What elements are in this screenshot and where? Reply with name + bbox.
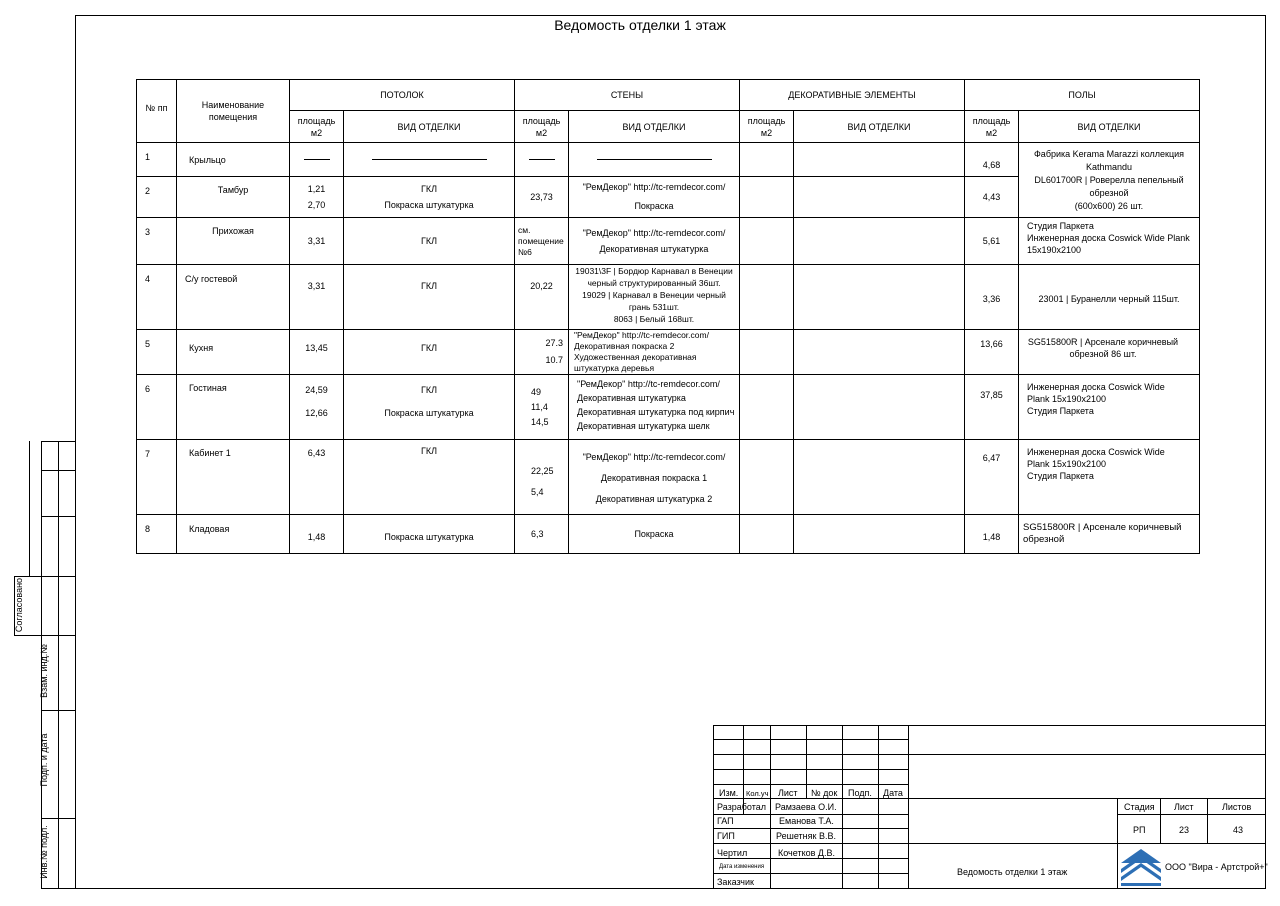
header-ceiling: ПОТОЛОК bbox=[290, 80, 515, 111]
walls-finish: Покраска bbox=[569, 515, 740, 554]
walls-area: 23,73 bbox=[515, 177, 569, 218]
finish-schedule-table bbox=[136, 79, 1200, 554]
walls-area: см. помещение №6 bbox=[515, 218, 569, 265]
stage-value: РП bbox=[1133, 825, 1146, 835]
ceiling-finish: ГКЛ bbox=[344, 440, 515, 515]
row-num: 7 bbox=[137, 440, 177, 515]
col-ndok: № док bbox=[811, 788, 838, 798]
floor-area: 4,43 bbox=[965, 177, 1019, 218]
walls-finish: "РемДекор" http://tc-remdecor.com/ Декоративная покраска 2 Художественная декоративная штукатурка деревья bbox=[569, 330, 740, 375]
floor-finish: Инженерная доска Coswick Wide Plank 15х190х2100 Студия Паркета bbox=[1019, 375, 1200, 440]
walls-finish: "РемДекор" http://tc-remdecor.com/ Декоративная покраска 1 Декоративная штукатурка 2 bbox=[569, 440, 740, 515]
room-name: Кладовая bbox=[177, 515, 290, 554]
walls-area: 20,22 bbox=[515, 265, 569, 330]
col-list: Лист bbox=[778, 788, 798, 798]
header-num: № пп bbox=[137, 80, 177, 143]
role-person: Еманова Т.А. bbox=[779, 816, 834, 826]
sheets-label: Листов bbox=[1222, 802, 1252, 812]
ceiling-area: 1,48 bbox=[290, 515, 344, 554]
col-izm: Изм. bbox=[719, 788, 739, 798]
ceiling-finish: ГКЛ Покраска штукатурка bbox=[344, 177, 515, 218]
walls-area: 27.3 10.7 bbox=[515, 330, 569, 375]
sheets-value: 43 bbox=[1233, 825, 1244, 835]
col-podp: Подп. bbox=[848, 788, 872, 798]
walls-area: 6,3 bbox=[515, 515, 569, 554]
ceiling-finish: ГКЛ bbox=[344, 265, 515, 330]
header-walls: СТЕНЫ bbox=[515, 80, 740, 111]
decor-finish bbox=[794, 265, 965, 330]
room-name: Кабинет 1 bbox=[177, 440, 290, 515]
row-num: 1 bbox=[137, 143, 177, 177]
floor-area: 6,47 bbox=[965, 440, 1019, 515]
decor-finish bbox=[794, 440, 965, 515]
ceiling-area: 3,31 bbox=[290, 218, 344, 265]
decor-finish bbox=[794, 143, 965, 177]
header-area: площадь м2 bbox=[290, 111, 344, 143]
company-logo-icon bbox=[1119, 847, 1163, 887]
walls-finish bbox=[569, 143, 740, 177]
decor-finish bbox=[794, 330, 965, 375]
role-label: ГАП bbox=[717, 816, 734, 826]
row-num: 6 bbox=[137, 375, 177, 440]
decor-area bbox=[740, 330, 794, 375]
decor-area bbox=[740, 440, 794, 515]
vzam-label: Взам. инд.№ bbox=[39, 644, 49, 698]
floor-area: 3,36 bbox=[965, 265, 1019, 330]
ceiling-finish: ГКЛ bbox=[344, 218, 515, 265]
ceiling-area: 1,21 2,70 bbox=[290, 177, 344, 218]
podp-label: Подп. и дата bbox=[39, 733, 49, 787]
room-name: Крыльцо bbox=[177, 143, 290, 177]
col-data: Дата bbox=[883, 788, 903, 798]
table-row bbox=[137, 440, 1200, 515]
walls-finish: 19031\3F | Бордюр Карнавал в Венеции черный структурированный 36шт. 19029 | Карнавал в Венеции черный грань 531шт. 8063 | Белый 168шт. bbox=[569, 265, 740, 330]
page-title: Ведомость отделки 1 этаж bbox=[554, 17, 726, 33]
floor-area: 1,48 bbox=[965, 515, 1019, 554]
role-person: Решетняк В.В. bbox=[776, 831, 836, 841]
decor-area bbox=[740, 218, 794, 265]
decor-area bbox=[740, 375, 794, 440]
header-area: площадь м2 bbox=[515, 111, 569, 143]
ceiling-finish: ГКЛ bbox=[344, 330, 515, 375]
header-finish: ВИД ОТДЕЛКИ bbox=[569, 111, 740, 143]
header-floors: ПОЛЫ bbox=[965, 80, 1200, 111]
header-finish: ВИД ОТДЕЛКИ bbox=[344, 111, 515, 143]
role-person: Рамзаева О.И. bbox=[775, 802, 837, 812]
floor-area: 37,85 bbox=[965, 375, 1019, 440]
header-name: Наименование помещения bbox=[177, 80, 290, 143]
customer-label: Заказчик bbox=[717, 877, 754, 887]
ceiling-finish: Покраска штукатурка bbox=[344, 515, 515, 554]
ceiling-area bbox=[290, 143, 344, 177]
table-row bbox=[137, 265, 1200, 330]
row-num: 3 bbox=[137, 218, 177, 265]
sheet-label: Лист bbox=[1174, 802, 1194, 812]
header-finish: ВИД ОТДЕЛКИ bbox=[794, 111, 965, 143]
floor-area: 5,61 bbox=[965, 218, 1019, 265]
ceiling-area: 6,43 bbox=[290, 440, 344, 515]
table-row bbox=[137, 218, 1200, 265]
decor-area bbox=[740, 143, 794, 177]
inv-label: Инв.№ подл. bbox=[39, 825, 49, 879]
role-label: Чертил bbox=[717, 848, 748, 858]
walls-finish: "РемДекор" http://tc-remdecor.com/ Декоративная штукатурка Декоративная штукатурка под кирпич Декоративная штукатурка шелк bbox=[569, 375, 740, 440]
floor-finish: SG515800R | Арсенале коричневый обрезной bbox=[1019, 515, 1200, 554]
row-num: 8 bbox=[137, 515, 177, 554]
decor-area bbox=[740, 177, 794, 218]
sheet-value: 23 bbox=[1179, 825, 1190, 835]
row-num: 5 bbox=[137, 330, 177, 375]
stage-label: Стадия bbox=[1124, 802, 1155, 812]
doc-title: Ведомость отделки 1 этаж bbox=[957, 867, 1068, 877]
ceiling-finish bbox=[344, 143, 515, 177]
decor-finish bbox=[794, 218, 965, 265]
header-decor: ДЕКОРАТИВНЫЕ ЭЛЕМЕНТЫ bbox=[740, 80, 965, 111]
decor-finish bbox=[794, 515, 965, 554]
table-row bbox=[137, 375, 1200, 440]
ceiling-area: 13,45 bbox=[290, 330, 344, 375]
role-label: ГИП bbox=[717, 831, 735, 841]
room-name: С/у гостевой bbox=[177, 265, 290, 330]
agreed-label: Согласовано bbox=[14, 577, 24, 633]
walls-area: 49 11,4 14,5 bbox=[515, 375, 569, 440]
room-name: Гостиная bbox=[177, 375, 290, 440]
table-row bbox=[137, 143, 1200, 177]
row-num: 2 bbox=[137, 177, 177, 218]
decor-finish bbox=[794, 375, 965, 440]
room-name: Тамбур bbox=[177, 177, 290, 218]
decor-area bbox=[740, 515, 794, 554]
walls-area bbox=[515, 143, 569, 177]
room-name: Кухня bbox=[177, 330, 290, 375]
walls-finish: "РемДекор" http://tc-remdecor.com/ Декоративная штукатурка bbox=[569, 218, 740, 265]
date-changes-label: Дата изменения bbox=[719, 864, 765, 870]
floor-finish: SG515800R | Арсенале коричневый обрезной 86 шт. bbox=[1019, 330, 1200, 375]
ceiling-area: 3,31 bbox=[290, 265, 344, 330]
company-name: ООО "Вира - Артстрой+" bbox=[1165, 862, 1268, 872]
walls-finish: "РемДекор" http://tc-remdecor.com/ Покраска bbox=[569, 177, 740, 218]
decor-area bbox=[740, 265, 794, 330]
role-person: Кочетков Д.В. bbox=[778, 848, 835, 858]
walls-area: 22,25 5,4 bbox=[515, 440, 569, 515]
row-num: 4 bbox=[137, 265, 177, 330]
table-row bbox=[137, 515, 1200, 554]
decor-finish bbox=[794, 177, 965, 218]
floor-finish: Фабрика Kerama Marazzi коллекция Kathmandu DL601700R | Ровереллa пепельный обрезной (600х600) 26 шт. bbox=[1019, 143, 1200, 218]
header-area: площадь м2 bbox=[965, 111, 1019, 143]
role-label: Разработал bbox=[717, 802, 766, 812]
ceiling-finish: ГКЛ Покраска штукатурка bbox=[344, 375, 515, 440]
table-row bbox=[137, 330, 1200, 375]
header-finish: ВИД ОТДЕЛКИ bbox=[1019, 111, 1200, 143]
floor-area: 4,68 bbox=[965, 143, 1019, 177]
col-kol: Кол.уч bbox=[746, 789, 769, 798]
floor-finish: 23001 | Буранелли черный 115шт. bbox=[1019, 265, 1200, 330]
ceiling-area: 24,59 12,66 bbox=[290, 375, 344, 440]
floor-area: 13,66 bbox=[965, 330, 1019, 375]
floor-finish: Студия Паркета Инженерная доска Coswick Wide Plank 15х190х2100 bbox=[1019, 218, 1200, 265]
room-name: Прихожая bbox=[177, 218, 290, 265]
floor-finish: Инженерная доска Coswick Wide Plank 15х190х2100 Студия Паркета bbox=[1019, 440, 1200, 515]
header-area: площадь м2 bbox=[740, 111, 794, 143]
